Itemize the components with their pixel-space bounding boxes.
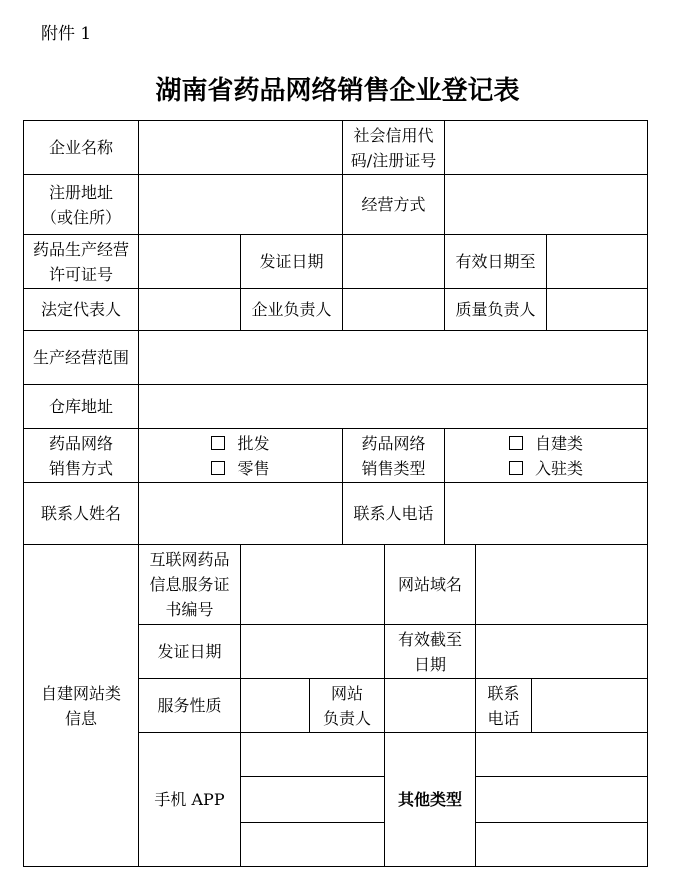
- mobile-app-field-2[interactable]: [240, 776, 385, 823]
- business-scope-field[interactable]: [138, 330, 648, 385]
- sales-type-label: 药品网络 销售类型: [342, 428, 445, 483]
- company-head-field[interactable]: [342, 288, 445, 331]
- quality-head-field[interactable]: [546, 288, 648, 331]
- checkbox-icon[interactable]: [509, 436, 523, 450]
- other-types-field-1[interactable]: [475, 732, 648, 777]
- other-types-field-3[interactable]: [475, 822, 648, 867]
- company-name-field[interactable]: [138, 120, 343, 175]
- license-field[interactable]: [138, 234, 241, 289]
- sales-type-options: [444, 428, 648, 483]
- checkbox-icon[interactable]: [509, 461, 523, 475]
- sales-type-option-self-built[interactable]: 自建类: [509, 431, 583, 456]
- warehouse-address-label: 仓库地址: [23, 384, 139, 429]
- valid-until-field[interactable]: [546, 234, 648, 289]
- other-types-field-2[interactable]: [475, 776, 648, 823]
- sales-type-option-settled[interactable]: 入驻类: [509, 456, 583, 481]
- form-title: 湖南省药品网络销售企业登记表: [155, 76, 520, 106]
- contact-name-field[interactable]: [138, 482, 343, 545]
- site-valid-label: 有效截至 日期: [384, 624, 476, 679]
- site-valid-field[interactable]: [475, 624, 648, 679]
- site-domain-label: 网站域名: [384, 544, 476, 625]
- annex-label: 附件 1: [41, 24, 92, 44]
- mobile-app-field-3[interactable]: [240, 822, 385, 867]
- issue-date-field[interactable]: [342, 234, 445, 289]
- legal-rep-field[interactable]: [138, 288, 241, 331]
- contact-phone-field[interactable]: [444, 482, 648, 545]
- contact-name-label: 联系人姓名: [23, 482, 139, 545]
- credit-code-field[interactable]: [444, 120, 648, 175]
- site-phone-field[interactable]: [531, 678, 648, 733]
- company-head-label: 企业负责人: [240, 288, 343, 331]
- site-domain-field[interactable]: [475, 544, 648, 625]
- legal-rep-label: 法定代表人: [23, 288, 139, 331]
- site-cert-label: 互联网药品 信息服务证 书编号: [138, 544, 241, 625]
- site-issue-date-field[interactable]: [240, 624, 385, 679]
- service-nature-label: 服务性质: [138, 678, 241, 733]
- site-head-label: 网站 负责人: [309, 678, 385, 733]
- valid-until-label: 有效日期至: [444, 234, 547, 289]
- quality-head-label: 质量负责人: [444, 288, 547, 331]
- service-nature-field[interactable]: [240, 678, 310, 733]
- contact-phone-label: 联系人电话: [342, 482, 445, 545]
- site-cert-field[interactable]: [240, 544, 385, 625]
- site-issue-date-label: 发证日期: [138, 624, 241, 679]
- reg-address-label: 注册地址 （或住所）: [23, 174, 139, 235]
- mobile-app-field-1[interactable]: [240, 732, 385, 777]
- sales-mode-label: 药品网络 销售方式: [23, 428, 139, 483]
- business-mode-field[interactable]: [444, 174, 648, 235]
- business-mode-label: 经营方式: [342, 174, 445, 235]
- business-scope-label: 生产经营范围: [23, 330, 139, 385]
- sales-mode-option-wholesale[interactable]: 批发: [211, 431, 269, 456]
- issue-date-label: 发证日期: [240, 234, 343, 289]
- warehouse-address-field[interactable]: [138, 384, 648, 429]
- site-section-label: 自建网站类 信息: [23, 544, 139, 867]
- sales-mode-options: [138, 428, 343, 483]
- other-types-label: 其他类型: [384, 732, 476, 867]
- credit-code-label: 社会信用代 码/注册证号: [342, 120, 445, 175]
- company-name-label: 企业名称: [23, 120, 139, 175]
- site-phone-label: 联系 电话: [475, 678, 532, 733]
- checkbox-icon[interactable]: [211, 461, 225, 475]
- site-head-field[interactable]: [384, 678, 476, 733]
- reg-address-field[interactable]: [138, 174, 343, 235]
- sales-mode-option-retail[interactable]: 零售: [211, 456, 269, 481]
- checkbox-icon[interactable]: [211, 436, 225, 450]
- license-label: 药品生产经营 许可证号: [23, 234, 139, 289]
- mobile-app-label: 手机 APP: [138, 732, 241, 867]
